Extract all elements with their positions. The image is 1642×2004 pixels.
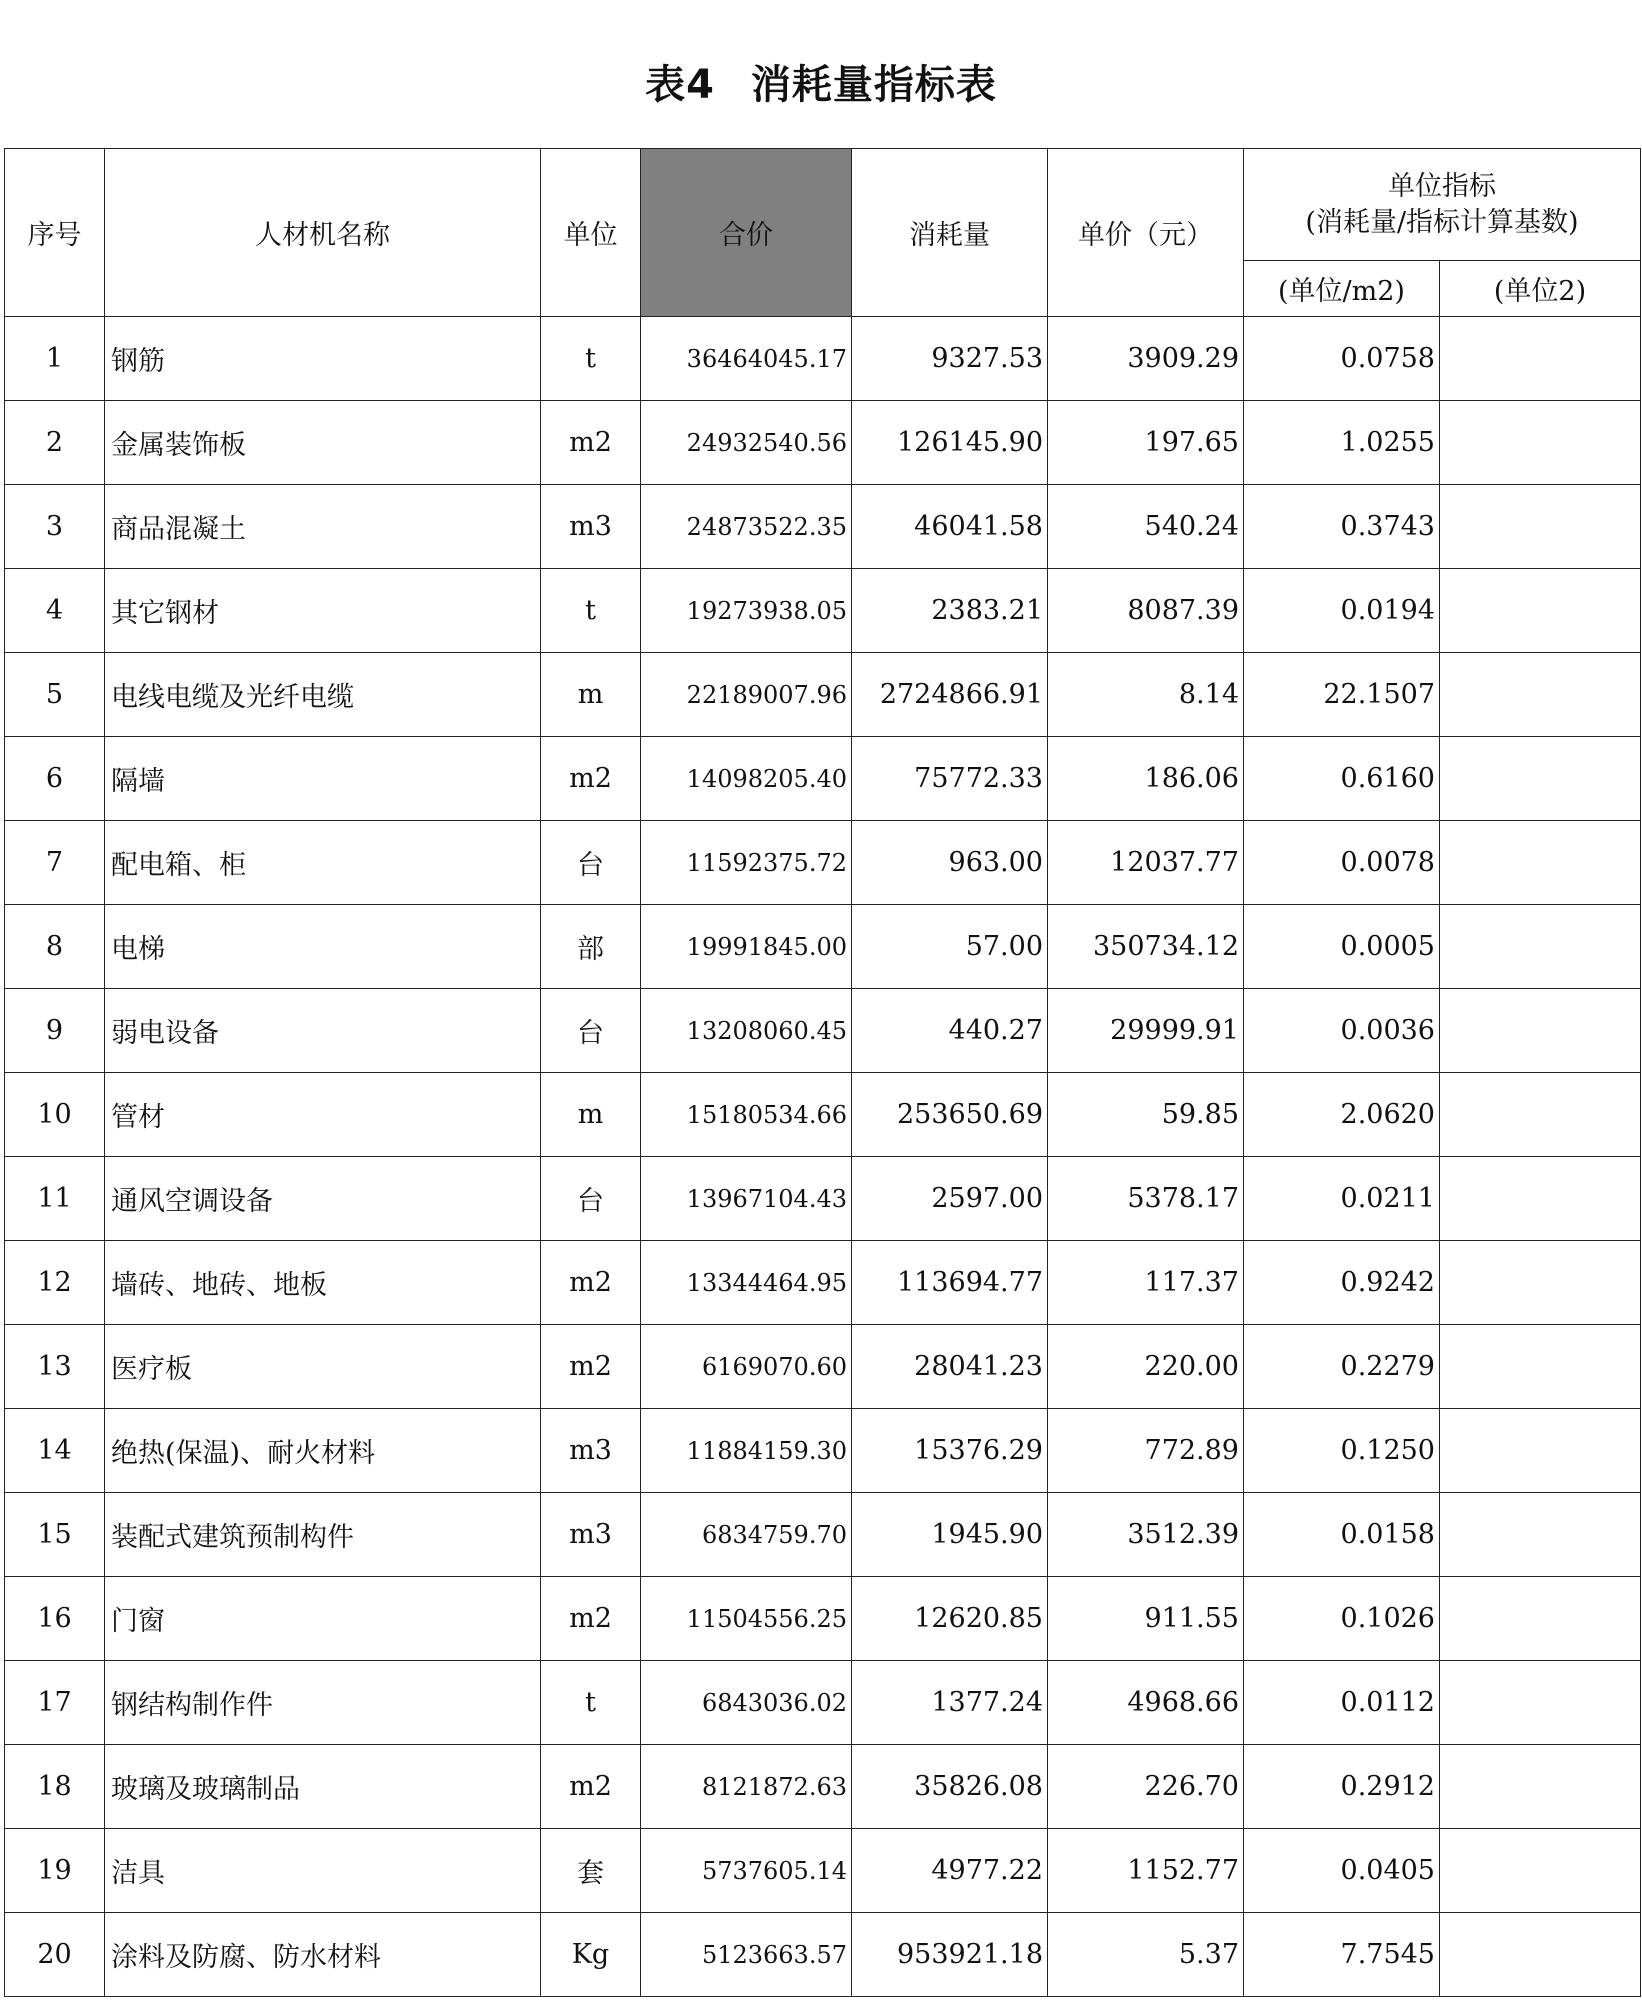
cell-unit-price: 1152.77 <box>1048 1829 1244 1913</box>
header-unit-price: 单价（元） <box>1048 149 1244 317</box>
cell-name: 隔墙 <box>105 737 541 821</box>
cell-indicator-m2: 0.0211 <box>1244 1157 1440 1241</box>
cell-total: 5123663.57 <box>641 1913 852 1997</box>
cell-unit-price: 29999.91 <box>1048 989 1244 1073</box>
cell-index: 9 <box>5 989 105 1073</box>
cell-total: 24873522.35 <box>641 485 852 569</box>
cell-unit-price: 540.24 <box>1048 485 1244 569</box>
cell-unit-price: 3909.29 <box>1048 317 1244 401</box>
cell-indicator-m2: 0.0005 <box>1244 905 1440 989</box>
cell-indicator-unit2 <box>1440 1241 1641 1325</box>
cell-unit-price: 226.70 <box>1048 1745 1244 1829</box>
cell-total: 11592375.72 <box>641 821 852 905</box>
cell-name: 其它钢材 <box>105 569 541 653</box>
table-row <box>5 485 1641 569</box>
cell-unit: 套 <box>541 1829 641 1913</box>
header-consumption: 消耗量 <box>852 149 1048 317</box>
cell-name: 电梯 <box>105 905 541 989</box>
cell-index: 11 <box>5 1157 105 1241</box>
cell-indicator-unit2 <box>1440 1913 1641 1997</box>
cell-unit: m3 <box>541 1409 641 1493</box>
cell-unit-price: 186.06 <box>1048 737 1244 821</box>
cell-index: 5 <box>5 653 105 737</box>
header-indicator-line2: (消耗量/指标计算基数) <box>1305 206 1579 238</box>
cell-unit-price: 8087.39 <box>1048 569 1244 653</box>
cell-unit: 台 <box>541 1157 641 1241</box>
table-row <box>5 1829 1641 1913</box>
table-row <box>5 1577 1641 1661</box>
cell-total: 8121872.63 <box>641 1745 852 1829</box>
cell-consumption: 75772.33 <box>852 737 1048 821</box>
table-row <box>5 1157 1641 1241</box>
table-row <box>5 569 1641 653</box>
cell-consumption: 2724866.91 <box>852 653 1048 737</box>
cell-name: 钢筋 <box>105 317 541 401</box>
cell-total: 24932540.56 <box>641 401 852 485</box>
cell-indicator-m2: 0.6160 <box>1244 737 1440 821</box>
table-row <box>5 1913 1641 1997</box>
cell-total: 36464045.17 <box>641 317 852 401</box>
cell-indicator-m2: 2.0620 <box>1244 1073 1440 1157</box>
cell-indicator-unit2 <box>1440 905 1641 989</box>
table-row <box>5 317 1641 401</box>
header-unit: 单位 <box>541 149 641 317</box>
cell-indicator-unit2 <box>1440 1829 1641 1913</box>
cell-unit: m3 <box>541 1493 641 1577</box>
cell-total: 22189007.96 <box>641 653 852 737</box>
cell-consumption: 113694.77 <box>852 1241 1048 1325</box>
cell-unit-price: 59.85 <box>1048 1073 1244 1157</box>
cell-index: 7 <box>5 821 105 905</box>
cell-indicator-m2: 0.0112 <box>1244 1661 1440 1745</box>
cell-unit: 台 <box>541 821 641 905</box>
cell-total: 13344464.95 <box>641 1241 852 1325</box>
cell-name: 绝热(保温)、耐火材料 <box>105 1409 541 1493</box>
cell-unit: t <box>541 1661 641 1745</box>
cell-unit: 台 <box>541 989 641 1073</box>
cell-indicator-unit2 <box>1440 1157 1641 1241</box>
cell-index: 14 <box>5 1409 105 1493</box>
cell-unit-price: 911.55 <box>1048 1577 1244 1661</box>
cell-name: 配电箱、柜 <box>105 821 541 905</box>
cell-indicator-m2: 0.0078 <box>1244 821 1440 905</box>
cell-total: 19991845.00 <box>641 905 852 989</box>
cell-name: 管材 <box>105 1073 541 1157</box>
cell-index: 15 <box>5 1493 105 1577</box>
cell-consumption: 28041.23 <box>852 1325 1048 1409</box>
cell-total: 15180534.66 <box>641 1073 852 1157</box>
cell-total: 14098205.40 <box>641 737 852 821</box>
cell-indicator-m2: 0.0405 <box>1244 1829 1440 1913</box>
cell-consumption: 4977.22 <box>852 1829 1048 1913</box>
cell-indicator-m2: 0.1026 <box>1244 1577 1440 1661</box>
cell-index: 10 <box>5 1073 105 1157</box>
cell-total: 11504556.25 <box>641 1577 852 1661</box>
table-row <box>5 1745 1641 1829</box>
cell-indicator-unit2 <box>1440 653 1641 737</box>
cell-indicator-m2: 0.0036 <box>1244 989 1440 1073</box>
cell-unit-price: 12037.77 <box>1048 821 1244 905</box>
cell-unit: m2 <box>541 1241 641 1325</box>
table-row <box>5 1661 1641 1745</box>
cell-name: 门窗 <box>105 1577 541 1661</box>
table-row <box>5 401 1641 485</box>
cell-indicator-unit2 <box>1440 1073 1641 1157</box>
cell-indicator-unit2 <box>1440 821 1641 905</box>
cell-unit-price: 4968.66 <box>1048 1661 1244 1745</box>
cell-unit-price: 3512.39 <box>1048 1493 1244 1577</box>
cell-unit: 部 <box>541 905 641 989</box>
header-indicator-sub1: (单位/m2) <box>1244 261 1440 317</box>
cell-unit: m2 <box>541 1745 641 1829</box>
cell-consumption: 35826.08 <box>852 1745 1048 1829</box>
cell-indicator-m2: 7.7545 <box>1244 1913 1440 1997</box>
cell-name: 医疗板 <box>105 1325 541 1409</box>
cell-indicator-unit2 <box>1440 1577 1641 1661</box>
cell-name: 墙砖、地砖、地板 <box>105 1241 541 1325</box>
table-row <box>5 1325 1641 1409</box>
cell-unit-price: 117.37 <box>1048 1241 1244 1325</box>
cell-index: 3 <box>5 485 105 569</box>
cell-index: 20 <box>5 1913 105 1997</box>
cell-indicator-unit2 <box>1440 1325 1641 1409</box>
cell-consumption: 1377.24 <box>852 1661 1048 1745</box>
cell-total: 6169070.60 <box>641 1325 852 1409</box>
cell-total: 6843036.02 <box>641 1661 852 1745</box>
cell-indicator-m2: 0.1250 <box>1244 1409 1440 1493</box>
cell-name: 通风空调设备 <box>105 1157 541 1241</box>
cell-consumption: 9327.53 <box>852 317 1048 401</box>
header-indicator-sub2: (单位2) <box>1440 261 1641 317</box>
cell-name: 商品混凝土 <box>105 485 541 569</box>
cell-unit: m2 <box>541 737 641 821</box>
cell-indicator-m2: 0.2279 <box>1244 1325 1440 1409</box>
cell-indicator-m2: 22.1507 <box>1244 653 1440 737</box>
cell-indicator-m2: 0.0194 <box>1244 569 1440 653</box>
cell-index: 19 <box>5 1829 105 1913</box>
cell-name: 洁具 <box>105 1829 541 1913</box>
table-row <box>5 905 1641 989</box>
table-row <box>5 989 1641 1073</box>
cell-unit: Kg <box>541 1913 641 1997</box>
cell-total: 5737605.14 <box>641 1829 852 1913</box>
cell-total: 6834759.70 <box>641 1493 852 1577</box>
cell-consumption: 2597.00 <box>852 1157 1048 1241</box>
cell-indicator-m2: 0.0158 <box>1244 1493 1440 1577</box>
cell-unit: m <box>541 653 641 737</box>
cell-unit: m2 <box>541 1325 641 1409</box>
cell-consumption: 57.00 <box>852 905 1048 989</box>
cell-index: 2 <box>5 401 105 485</box>
cell-indicator-m2: 0.2912 <box>1244 1745 1440 1829</box>
cell-indicator-unit2 <box>1440 1661 1641 1745</box>
cell-unit: m3 <box>541 485 641 569</box>
cell-indicator-m2: 0.0758 <box>1244 317 1440 401</box>
cell-consumption: 46041.58 <box>852 485 1048 569</box>
cell-indicator-unit2 <box>1440 569 1641 653</box>
cell-index: 6 <box>5 737 105 821</box>
cell-indicator-m2: 1.0255 <box>1244 401 1440 485</box>
cell-unit: m2 <box>541 401 641 485</box>
cell-total: 11884159.30 <box>641 1409 852 1493</box>
page-title <box>0 55 1642 115</box>
header-unit-indicator <box>1244 149 1641 261</box>
cell-indicator-unit2 <box>1440 737 1641 821</box>
cell-name: 金属装饰板 <box>105 401 541 485</box>
cell-consumption: 12620.85 <box>852 1577 1048 1661</box>
table-row <box>5 821 1641 905</box>
cell-index: 8 <box>5 905 105 989</box>
cell-unit-price: 350734.12 <box>1048 905 1244 989</box>
cell-index: 12 <box>5 1241 105 1325</box>
cell-unit-price: 772.89 <box>1048 1409 1244 1493</box>
header-total: 合价 <box>641 149 852 317</box>
cell-indicator-unit2 <box>1440 401 1641 485</box>
title-prefix: 表4 <box>645 62 715 108</box>
cell-name: 玻璃及玻璃制品 <box>105 1745 541 1829</box>
cell-indicator-unit2 <box>1440 1409 1641 1493</box>
table-row <box>5 1073 1641 1157</box>
cell-unit-price: 5378.17 <box>1048 1157 1244 1241</box>
cell-unit-price: 220.00 <box>1048 1325 1244 1409</box>
cell-unit-price: 8.14 <box>1048 653 1244 737</box>
cell-indicator-unit2 <box>1440 317 1641 401</box>
cell-unit-price: 197.65 <box>1048 401 1244 485</box>
cell-indicator-unit2 <box>1440 485 1641 569</box>
table-row <box>5 737 1641 821</box>
cell-consumption: 253650.69 <box>852 1073 1048 1157</box>
cell-unit: t <box>541 317 641 401</box>
title-text: 消耗量指标表 <box>750 62 997 108</box>
cell-index: 18 <box>5 1745 105 1829</box>
cell-index: 16 <box>5 1577 105 1661</box>
cell-name: 钢结构制作件 <box>105 1661 541 1745</box>
cell-indicator-unit2 <box>1440 989 1641 1073</box>
cell-name: 电线电缆及光纤电缆 <box>105 653 541 737</box>
cell-consumption: 440.27 <box>852 989 1048 1073</box>
cell-consumption: 15376.29 <box>852 1409 1048 1493</box>
table-row <box>5 1493 1641 1577</box>
cell-total: 19273938.05 <box>641 569 852 653</box>
cell-indicator-unit2 <box>1440 1745 1641 1829</box>
cell-total: 13967104.43 <box>641 1157 852 1241</box>
cell-indicator-unit2 <box>1440 1493 1641 1577</box>
header-indicator-line1: 单位指标 <box>1388 170 1496 202</box>
consumption-index-table <box>4 148 1641 1997</box>
header-index: 序号 <box>5 149 105 317</box>
cell-indicator-m2: 0.3743 <box>1244 485 1440 569</box>
cell-consumption: 953921.18 <box>852 1913 1048 1997</box>
cell-index: 1 <box>5 317 105 401</box>
cell-unit: m2 <box>541 1577 641 1661</box>
table-row <box>5 1409 1641 1493</box>
header-name: 人材机名称 <box>105 149 541 317</box>
cell-indicator-m2: 0.9242 <box>1244 1241 1440 1325</box>
cell-unit: m <box>541 1073 641 1157</box>
cell-index: 17 <box>5 1661 105 1745</box>
cell-name: 装配式建筑预制构件 <box>105 1493 541 1577</box>
cell-total: 13208060.45 <box>641 989 852 1073</box>
cell-consumption: 2383.21 <box>852 569 1048 653</box>
table-row <box>5 653 1641 737</box>
cell-unit: t <box>541 569 641 653</box>
cell-unit-price: 5.37 <box>1048 1913 1244 1997</box>
cell-name: 涂料及防腐、防水材料 <box>105 1913 541 1997</box>
cell-consumption: 126145.90 <box>852 401 1048 485</box>
cell-consumption: 1945.90 <box>852 1493 1048 1577</box>
cell-index: 13 <box>5 1325 105 1409</box>
cell-consumption: 963.00 <box>852 821 1048 905</box>
cell-index: 4 <box>5 569 105 653</box>
cell-name: 弱电设备 <box>105 989 541 1073</box>
table-row <box>5 1241 1641 1325</box>
